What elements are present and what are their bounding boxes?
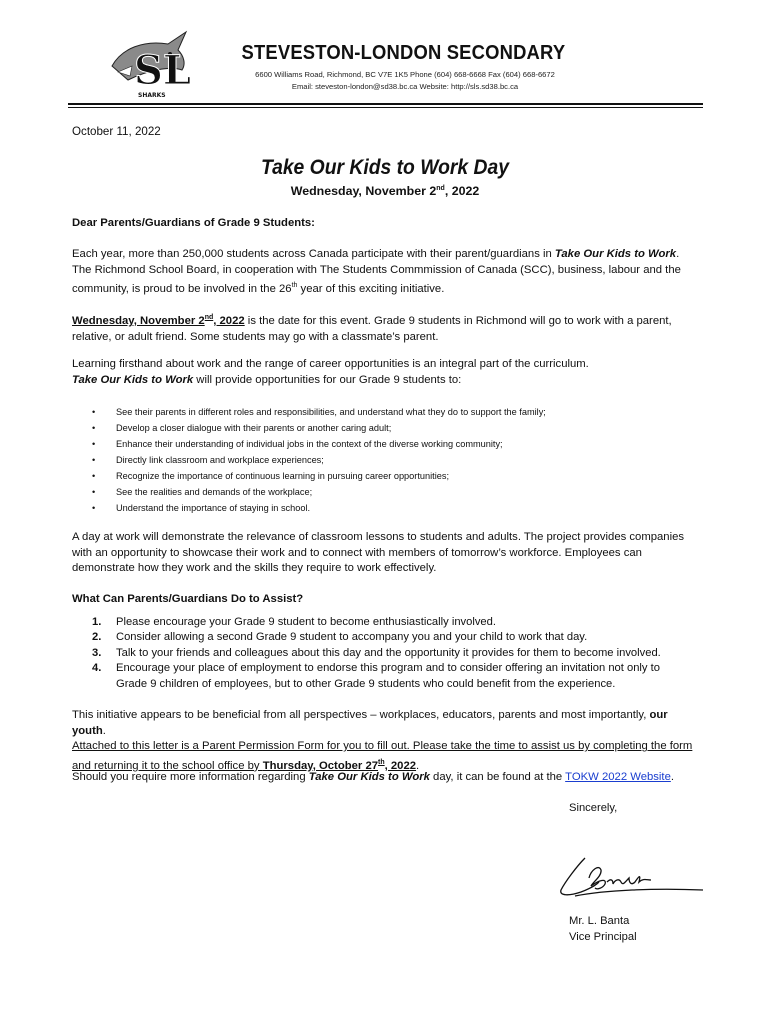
paragraph-relevance: A day at work will demonstrate the relevance of classroom lessons to students and adults. The project provides companies with an opportunity to showcase their work and to connect with members of tomorrow’s workforce. Employees can demonstrate how they work and the skills they require to work effectively. xyxy=(72,531,685,575)
list-item: • Enhance their understanding of individual jobs in the context of the diverse working community; xyxy=(92,439,503,449)
paragraph-date: Wednesday, November 2nd, 2022 is the date for this event. Grade 9 students in Richmond will go to work with a parent, relative, or adult friend. Some students may go with a classmate’s parent. xyxy=(72,314,672,343)
list-item: • Directly link classroom and workplace experiences; xyxy=(92,455,324,465)
list-item: • Understand the importance of staying in school. xyxy=(92,503,311,513)
list-item: 1. Please encourage your Grade 9 student to become enthusiastically involved. xyxy=(92,616,496,628)
list-item: • Develop a closer dialogue with their parents or another caring adult; xyxy=(92,423,392,433)
school-contact: Email: steveston-london@sd38.bc.ca Website: http://sls.sd38.bc.ca xyxy=(291,82,519,91)
list-item: • See their parents in different roles and responsibilities, and understand what they do to support the family; xyxy=(92,407,546,417)
school-address: 6600 Williams Road, Richmond, BC V7E 1K5 Phone (604) 668-6668 Fax (604) 668-6672 xyxy=(255,70,555,79)
closing: Sincerely, xyxy=(569,802,618,814)
list-item: • See the realities and demands of the workplace; xyxy=(92,487,313,497)
header-rule xyxy=(68,103,703,105)
signer-title: Vice Principal xyxy=(569,930,637,943)
letter-date: October 11, 2022 xyxy=(72,125,161,138)
list-item: • Recognize the importance of continuous learning in pursuing career opportunities; xyxy=(92,471,449,481)
signer-block xyxy=(569,914,637,945)
opportunities-list xyxy=(92,404,692,516)
signer-name: Mr. L. Banta xyxy=(569,915,630,927)
assist-steps xyxy=(92,615,692,692)
header-rule-thin xyxy=(68,107,703,108)
list-item: 2. Consider allowing a second Grade 9 student to accompany you and your child to work that day. xyxy=(92,631,588,644)
assist-heading: What Can Parents/Guardians Do to Assist? xyxy=(72,593,304,605)
letter-title: Take Our Kids to Work Day xyxy=(260,156,509,179)
letter-subtitle: Wednesday, November 2nd, 2022 xyxy=(290,184,480,198)
paragraph-more-info: Should you require more information regarding Take Our Kids to Work day, it can be found at the TOKW 2022 Website. xyxy=(72,771,674,783)
school-name: STEVESTON-LONDON SECONDARY xyxy=(241,42,566,64)
paragraph-permission: This initiative appears to be beneficial from all perspectives – workplaces, educators, parents and most importantly, our youth. Attached to this letter is a Parent Permission Form for you to fill out. Please take the time to assist us by completing the form and returning it to the school office by Thursday, October 27th, 2022. xyxy=(72,709,693,772)
list-item: 4. Encourage your place of employment to endorse this program and to consider offering an invitation not only to Grade 9 children of employees, but to other Grade 9 students who could benefit from the experience. xyxy=(92,662,660,690)
logo-caption: SHARKS xyxy=(138,92,166,99)
salutation: Dear Parents/Guardians of Grade 9 Students: xyxy=(72,217,315,229)
signature xyxy=(555,852,705,904)
logo-letters: SL xyxy=(134,47,190,94)
tokw-website-link[interactable]: TOKW 2022 Website xyxy=(565,771,671,783)
paragraph-curriculum: Learning firsthand about work and the range of career opportunities is an integral part of the curriculum. Take Our Kids to Work will provide opportunities for our Grade 9 students to: xyxy=(72,358,589,386)
list-item: 3. Talk to your friends and colleagues about this day and the opportunity it provides for them to become involved. xyxy=(92,646,661,659)
paragraph-intro: Each year, more than 250,000 students across Canada participate with their parent/guardians in Take Our Kids to Work. The Richmond School Board, in cooperation with The Students Commmission of Canada (SCC), business, labour and the community, is proud to be involved in the 26th year of this exciting initiative. xyxy=(72,248,681,296)
